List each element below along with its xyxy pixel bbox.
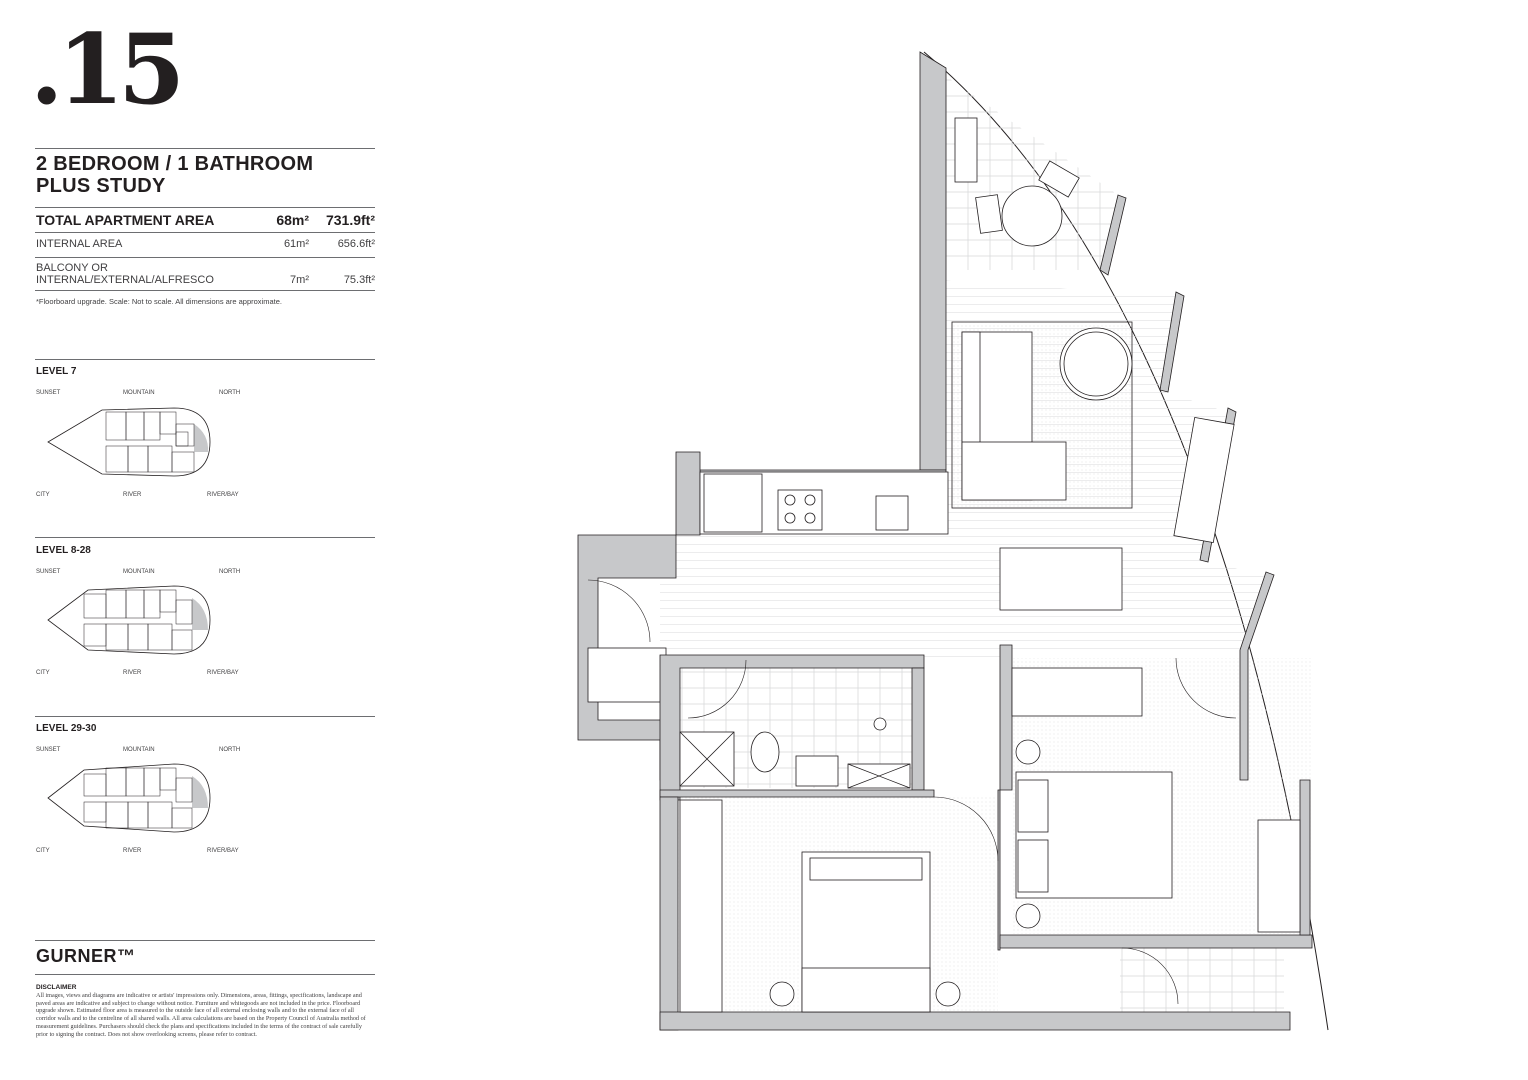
total-area-sqm: 68m² — [276, 212, 309, 228]
total-area-sqft: 731.9ft² — [325, 212, 375, 228]
internal-area-label: INTERNAL AREA — [36, 238, 123, 250]
balcony-label-line-2: INTERNAL/EXTERNAL/ALFRESCO — [36, 274, 214, 286]
level-29-30-keyplan — [44, 760, 214, 836]
compass-north: NORTH — [219, 747, 241, 753]
courtyard-floor — [1120, 948, 1284, 1012]
compass-city: CITY — [36, 492, 50, 498]
title-line-1: 2 BEDROOM / 1 BATHROOM — [36, 153, 314, 175]
compass-sunset: SUNSET — [36, 747, 61, 753]
compass-sunset: SUNSET — [36, 569, 61, 575]
sidebar — [0, 0, 390, 1080]
balcony-area-label — [36, 262, 214, 286]
compass-mountain: MOUNTAIN — [123, 569, 155, 575]
scale-note: *Floorboard upgrade. Scale: Not to scale. All dimensions are approximate. — [36, 297, 282, 306]
compass-river: RIVER — [123, 670, 142, 676]
divider — [35, 716, 375, 717]
title-line-2: PLUS STUDY — [36, 175, 166, 197]
internal-area-sqft: 656.6ft² — [337, 238, 375, 250]
level-29-30-title: LEVEL 29-30 — [36, 723, 97, 734]
disclaimer-title: DISCLAIMER — [36, 984, 77, 991]
brand-logo: GURNER™ — [36, 946, 136, 966]
total-area-row — [36, 212, 375, 230]
level-8-28-title: LEVEL 8-28 — [36, 545, 91, 556]
divider — [35, 537, 375, 538]
internal-area-row — [36, 238, 375, 252]
divider — [35, 974, 375, 975]
floor-plan — [560, 40, 1360, 1040]
level-7-keyplan — [44, 404, 214, 480]
compass-north: NORTH — [219, 390, 241, 396]
internal-area-sqm: 61m² — [283, 238, 309, 250]
unit-number: .15 — [30, 13, 180, 126]
compass-mountain: MOUNTAIN — [123, 747, 155, 753]
level-7-title: LEVEL 7 — [36, 366, 77, 377]
balcony-area-sqft: 75.3ft² — [343, 274, 375, 286]
balcony-label-line-1: BALCONY OR — [36, 262, 108, 274]
compass-north: NORTH — [219, 569, 241, 575]
compass-mountain: MOUNTAIN — [123, 390, 155, 396]
compass-river: RIVER — [123, 492, 142, 498]
divider — [35, 290, 375, 291]
compass-city: CITY — [36, 848, 50, 854]
compass-sunset: SUNSET — [36, 390, 61, 396]
divider — [35, 148, 375, 149]
apartment-title — [36, 153, 313, 197]
total-area-label: TOTAL APARTMENT AREA — [36, 212, 215, 228]
balcony-area-sqm: 7m² — [290, 274, 309, 286]
divider — [35, 232, 375, 233]
divider — [35, 207, 375, 208]
kitchen — [700, 472, 948, 534]
divider — [35, 257, 375, 258]
divider — [35, 940, 375, 941]
level-8-28-keyplan — [44, 582, 214, 658]
disclaimer-text: All images, views and diagrams are indicative or artists' impressions only. Dimensions, areas, fittings, specifications, landscape and paved areas are indicative and subject to change without notice. Furniture and whitegoods are not included in the price. Floorboard upgrade shown. Estimated floor area is measured to the outside face of all external enclosing walls and to the external face of all corridor walls and to the centreline of all shared walls. All area calculations are based on the Property Council of Australia method of measurement guidelines. Purchasers should check the plans and specifications included in the terms of the contract of sale carefully prior to signing the contract. Does not show overlooking screens, please refer to contract. — [36, 992, 366, 1038]
compass-river-bay: RIVER/BAY — [207, 492, 239, 498]
compass-river: RIVER — [123, 848, 142, 854]
compass-river-bay: RIVER/BAY — [207, 848, 239, 854]
compass-city: CITY — [36, 670, 50, 676]
divider — [35, 359, 375, 360]
compass-river-bay: RIVER/BAY — [207, 670, 239, 676]
balcony-area-row — [36, 262, 375, 288]
